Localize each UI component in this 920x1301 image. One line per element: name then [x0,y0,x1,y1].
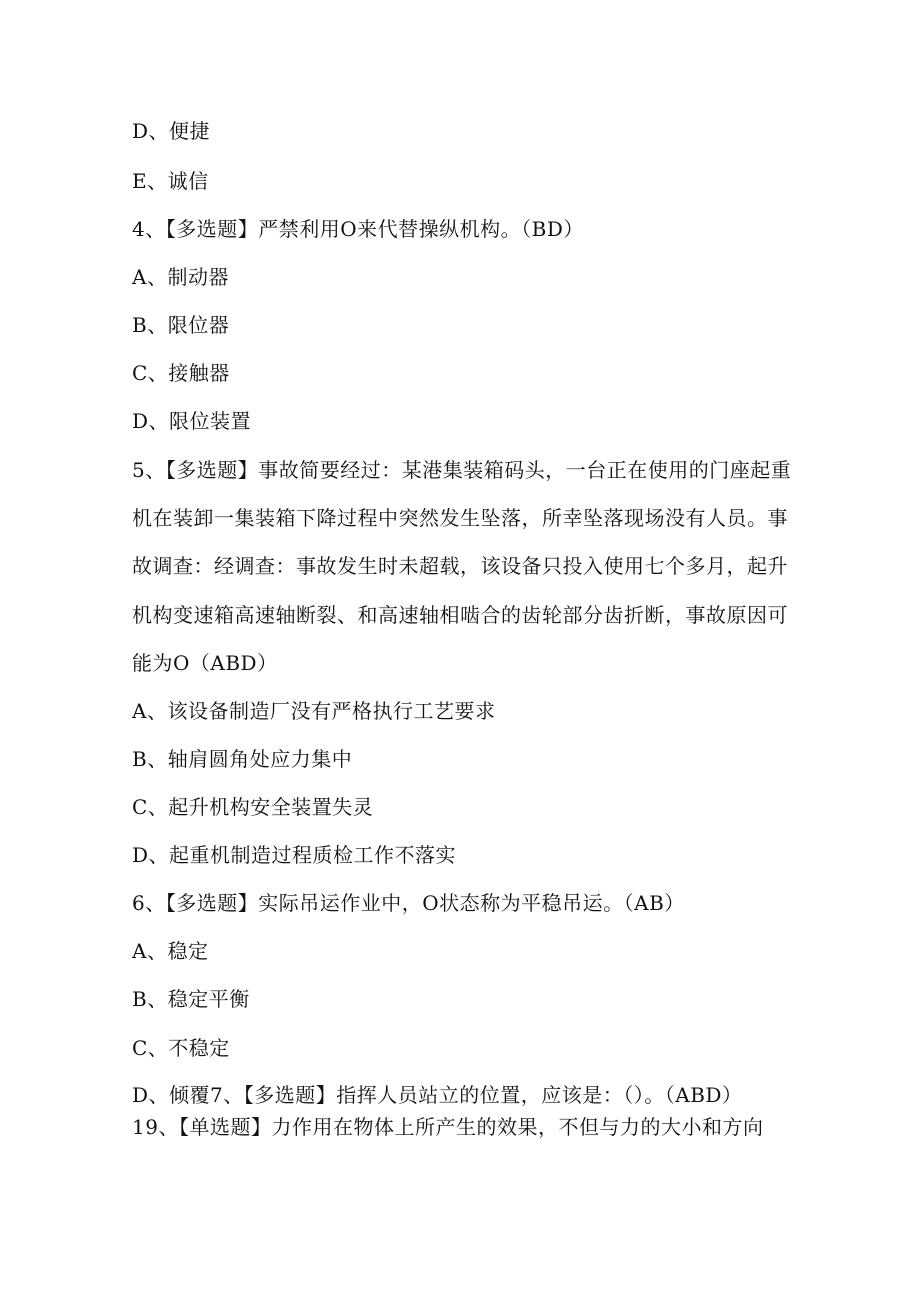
question-6-option-c: C、不稳定 [132,1036,230,1060]
question-5-text-line-4: 机构变速箱高速轴断裂、和高速轴相啮合的齿轮部分齿折断，事故原因可 [132,603,788,627]
question-5-text-line-1: 5、【多选题】事故简要经过：某港集装箱码头，一台正在使用的门座起重 [132,458,792,482]
question-6-option-a: A、稳定 [132,939,209,963]
question-6-option-b: B、稳定平衡 [132,987,250,1011]
question-5-text-line-3: 故调查：经调查：事故发生时未超载，该设备只投入使用七个多月，起升 [132,554,788,578]
question-4-text: 4、【多选题】严禁利用O来代替操纵机构。（BD） [132,217,584,241]
question-5-text-line-5: 能为O（ABD） [132,651,278,675]
question-4-option-c: C、接触器 [132,361,230,385]
option-e-integrity: E、诚信 [132,169,209,193]
question-4-option-d: D、限位装置 [132,409,252,433]
question-5-option-b: B、轴肩圆角处应力集中 [132,747,353,771]
question-5-option-c: C、起升机构安全装置失灵 [132,795,374,819]
question-5-option-a: A、该设备制造厂没有严格执行工艺要求 [132,699,496,723]
question-6-option-d-and-question-7: D、倾覆7、【多选题】指挥人员站立的位置，应该是：（）。（ABD） [132,1083,743,1107]
question-4-option-a: A、制动器 [132,265,229,289]
question-6-text: 6、【多选题】实际吊运作业中，O状态称为平稳吊运。（AB） [132,891,685,915]
question-5-text-line-2: 机在装卸一集装箱下降过程中突然发生坠落，所幸坠落现场没有人员。事 [132,506,788,530]
question-5-option-d: D、起重机制造过程质检工作不落实 [132,843,457,867]
question-4-option-b: B、限位器 [132,313,230,337]
question-19-text: 19、【单选题】力作用在物体上所产生的效果，不但与力的大小和方向 [132,1115,764,1139]
option-d-convenient: D、便捷 [132,119,211,143]
